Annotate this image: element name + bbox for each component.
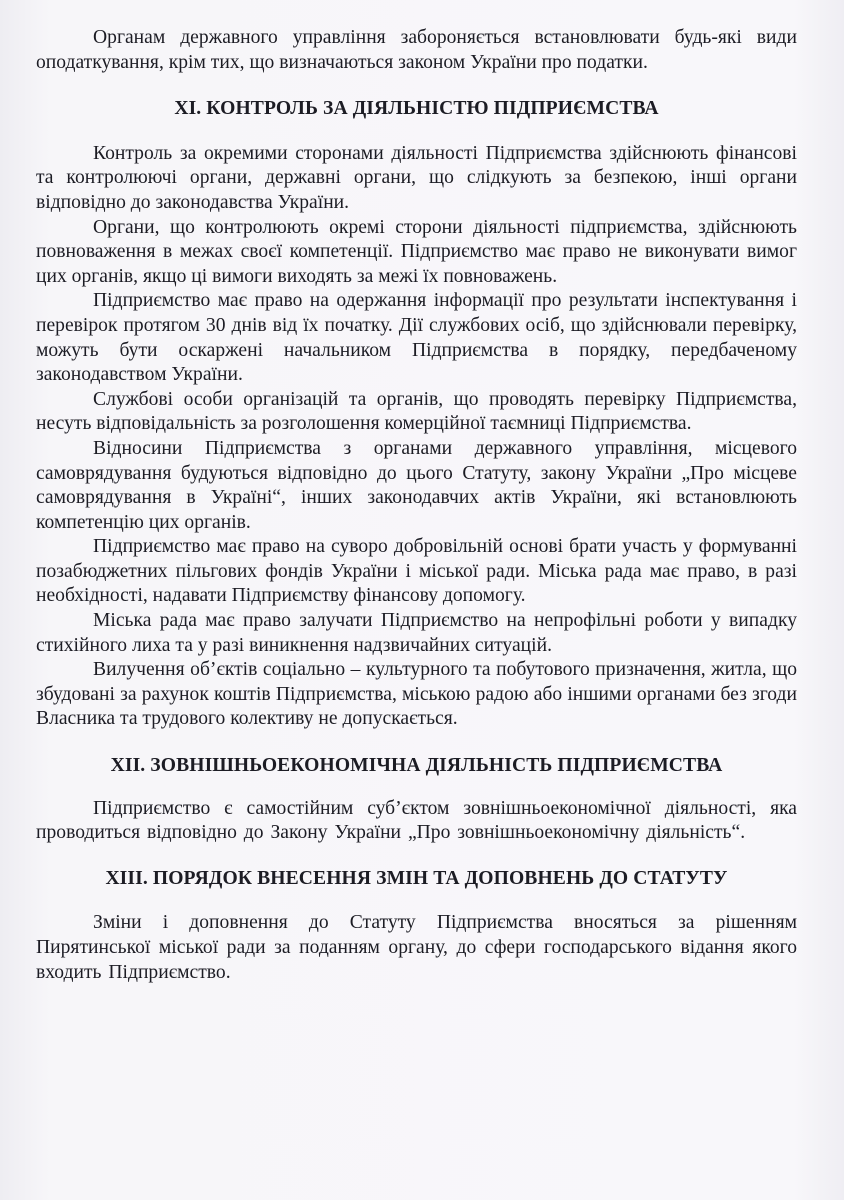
- intro-paragraph: Органам державного управління забороняється встановлювати будь-які види оподаткування, крім тих, що визначаються законом України про податки.: [36, 27, 797, 73]
- section-11-paragraph-1: Контроль за окремими сторонами діяльності Підприємства здійснюють фінансові та контролюючі органи, державні органи, що слідкують за безпекою, інші органи відповідно до законодавства України.: [36, 142, 797, 213]
- section-11-paragraph-8: Вилучення об’єктів соціально – культурного та побутового призначення, житла, що збудовані за рахунок коштів Підприємства, міською радою або іншими органами без згоди Власника та трудового колективу не допускається.: [36, 659, 797, 730]
- section-11-title: XI. КОНТРОЛЬ ЗА ДІЯЛЬНІСТЮ ПІДПРИЄМСТВА: [174, 98, 659, 120]
- section-11-paragraph-6: Підприємство має право на суворо добровільній основі брати участь у формуванні позабюджетних пільгових фондів України і міської ради. Міська рада має право, в разі необхідності, надавати Підприємству фінансову допомогу.: [36, 536, 797, 607]
- section-12-title: XII. ЗОВНІШНЬОЕКОНОМІЧНА ДІЯЛЬНІСТЬ ПІДПРИЄМСТВА: [110, 755, 723, 777]
- section-11-paragraph-5: Відносини Підприємства з органами державного управління, місцевого самоврядування будуються відповідно до цього Статуту, закону України „Про місцеве самоврядування в Україні“, інших законодавчих актів України, які встановлюють компетенцію цих органів.: [36, 437, 797, 533]
- section-12-paragraph: Підприємство є самостійним суб’єктом зовнішньоекономічної діяльності, яка проводиться відповідно до Закону України „Про зовнішньоекономічну діяльність“.: [36, 797, 797, 844]
- document-body: [36, 26, 797, 985]
- section-11-paragraph-3: Підприємство має право на одержання інформації про результати інспектування і перевірок протягом 30 днів від їх початку. Дії службових осіб, що здійснювали перевірку, можуть бути оскаржені начальником Підприємства в порядку, передбаченому законодавством України.: [36, 290, 797, 386]
- section-13-paragraph: Зміни і доповнення до Статуту Підприємства вносяться за рішенням Пирятинської міської ради за поданням органу, до сфери господарського відання якого входить Підприємство.: [36, 912, 797, 983]
- section-11-paragraph-7: Міська рада має право залучати Підприємство на непрофільні роботи у випадку стихійного лиха та у разі виникнення надзвичайних ситуацій.: [36, 610, 797, 656]
- section-11-paragraph-4: Службові особи організацій та органів, що проводять перевірку Підприємства, несуть відповідальність за розголошення комерційної таємниці Підприємства.: [36, 388, 797, 435]
- section-11-paragraph-2: Органи, що контролюють окремі сторони діяльності підприємства, здійснюють повноваження в межах своєї компетенції. Підприємство має право не виконувати вимог цих органів, якщо ці вимоги виходять за межі їх повноважень.: [36, 216, 797, 287]
- section-13-title: XIII. ПОРЯДОК ВНЕСЕННЯ ЗМІН ТА ДОПОВНЕНЬ ДО СТАТУТУ: [105, 867, 728, 889]
